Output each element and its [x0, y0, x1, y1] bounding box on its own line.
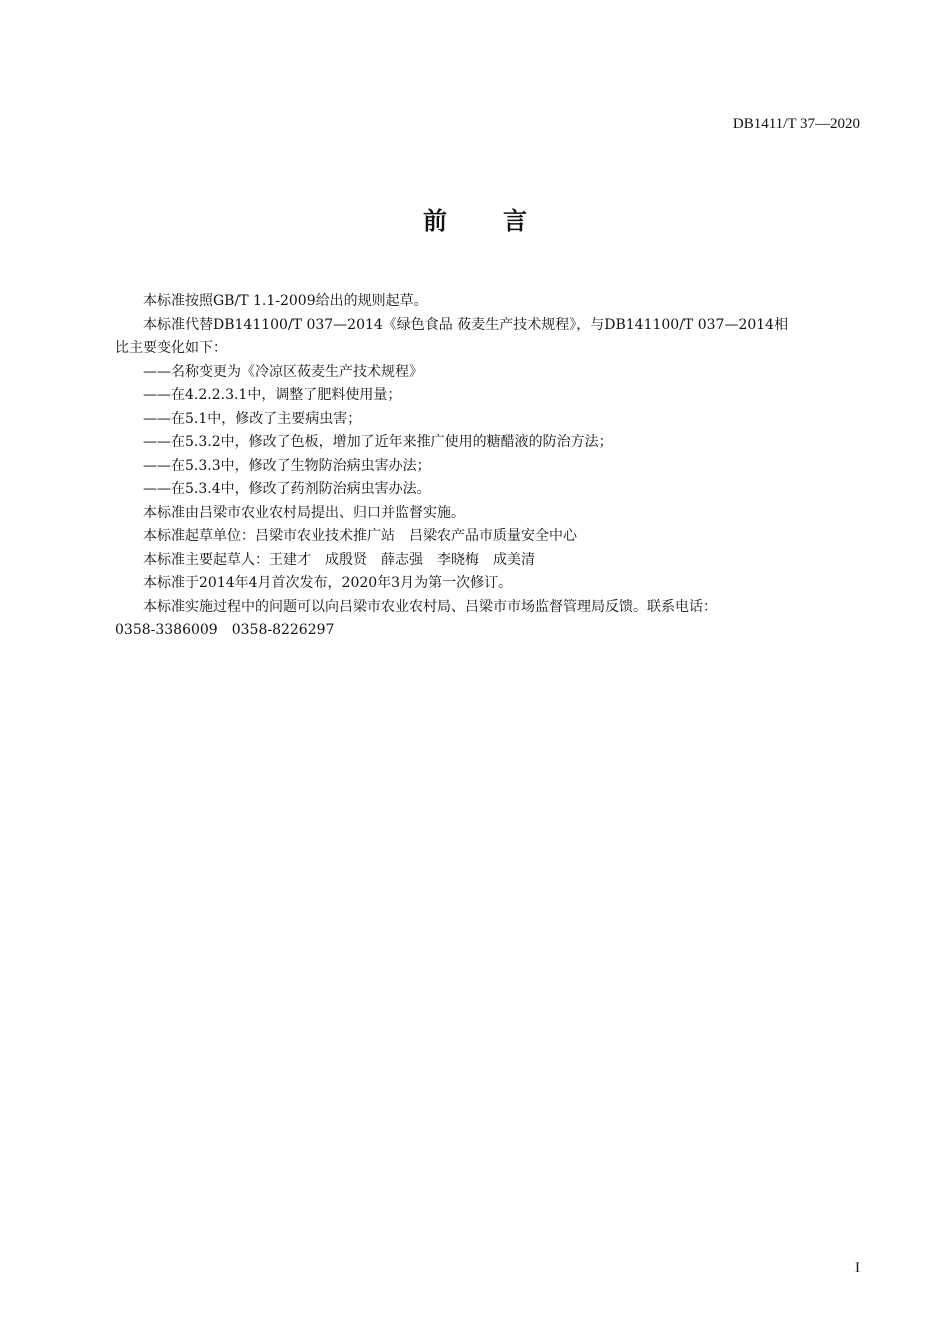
drafting-units-paragraph [115, 525, 860, 549]
change-item: ——在4.2.2.3.1中，调整了肥料使用量； [143, 387, 402, 403]
drafters-paragraph [115, 549, 860, 573]
title-char-2: 言 [503, 207, 527, 235]
publication-paragraph: 本标准于2014年4月首次发布，2020年3月为第一次修订。 [143, 575, 513, 591]
change-item: ——在5.3.4中，修改了药剂防治病虫害办法。 [143, 481, 431, 497]
replacement-paragraph-line-1: 本标准代替DB141100/T 037—2014《绿色食品 莜麦生产技术规程》，与DB141100/T 037—2014相 [143, 316, 789, 333]
drafting-rules-paragraph: 本标准按照GB/T 1.1-2009给出的规则起草。 [143, 293, 428, 309]
replacement-paragraph-line-2: 比主要变化如下： [115, 340, 227, 356]
change-item: ——名称变更为《冷凉区莜麦生产技术规程》 [143, 363, 423, 380]
proposer-paragraph: 本标准由吕梁市农业农村局提出、归口并监督实施。 [143, 504, 465, 521]
drafting-unit: 吕梁农产品市质量安全中心 [409, 528, 577, 544]
foreword-body [115, 290, 860, 643]
drafting-unit: 吕梁市农业技术推广站 [255, 528, 395, 544]
feedback-paragraph-line-1: 本标准实施过程中的问题可以向吕梁市农业农村局、吕梁市市场监督管理局反馈。联系电话： [143, 598, 717, 615]
standard-code: DB1411/T 37—2020 [732, 116, 860, 132]
change-item: ——在5.1中，修改了主要病虫害； [143, 410, 362, 427]
page-number: I [855, 1260, 860, 1276]
title-char-1: 前 [423, 207, 447, 235]
page-title [0, 204, 950, 238]
change-item: ——在5.3.2中，修改了色板，增加了近年来推广使用的糖醋液的防治方法； [143, 434, 613, 450]
drafter-name: 成殷贤 [325, 551, 367, 568]
phone-number: 0358-8226297 [231, 622, 335, 638]
drafter-name: 李晓梅 [437, 551, 479, 568]
drafting-units-label: 本标准起草单位： [143, 528, 255, 544]
drafter-name: 成美清 [493, 551, 535, 568]
phone-number: 0358-3386009 [115, 622, 218, 638]
contact-phones [115, 619, 860, 643]
drafter-name: 薛志强 [381, 551, 423, 568]
change-item: ——在5.3.3中，修改了生物防治病虫害办法； [143, 457, 431, 474]
drafter-name: 王建才 [269, 551, 311, 568]
drafters-label: 本标准主要起草人： [143, 551, 269, 568]
